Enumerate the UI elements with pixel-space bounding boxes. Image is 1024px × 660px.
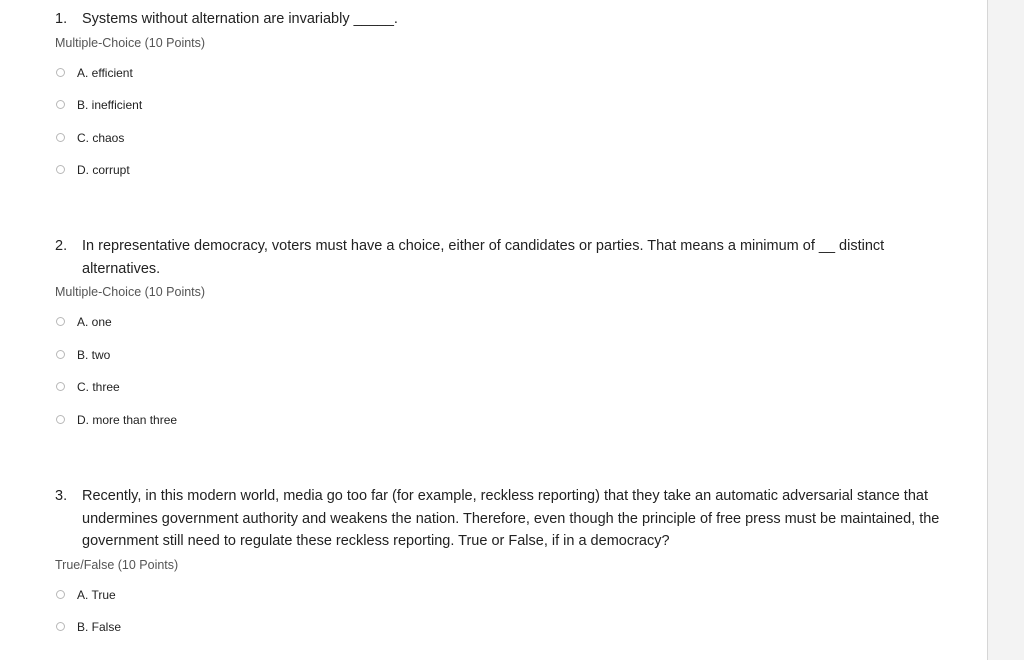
- option-label[interactable]: D. corrupt: [77, 163, 130, 177]
- question-text: Systems without alternation are invariably _____.: [82, 11, 398, 27]
- question-header: [0, 8, 988, 31]
- question-type-points: Multiple-Choice (10 Points): [55, 285, 206, 299]
- question-header: [0, 235, 988, 280]
- option-b[interactable]: [0, 99, 988, 132]
- option-label[interactable]: C. chaos: [77, 130, 125, 145]
- question-type-points: True/False (10 Points): [55, 557, 179, 572]
- radio-button[interactable]: [56, 382, 65, 391]
- option-label[interactable]: B. False: [77, 620, 122, 634]
- option-b[interactable]: [0, 349, 988, 382]
- question-number: 2.: [55, 238, 68, 254]
- question-number: 1.: [55, 11, 68, 27]
- radio-button[interactable]: [56, 165, 65, 174]
- option-label[interactable]: B. inefficient: [77, 98, 143, 112]
- answer-options: [0, 67, 988, 197]
- option-c[interactable]: [0, 132, 988, 165]
- radio-button[interactable]: [56, 622, 65, 631]
- radio-button[interactable]: [56, 317, 65, 326]
- radio-button[interactable]: [56, 590, 65, 599]
- question-1: [0, 8, 988, 197]
- option-c[interactable]: [0, 381, 988, 414]
- question-2: [0, 235, 988, 446]
- question-text: In representative democracy, voters must have a choice, either of candidates or parties. That means a minimum of __ distinct alternatives.: [82, 238, 885, 277]
- question-3: [0, 485, 988, 654]
- option-label[interactable]: C. three: [77, 380, 120, 394]
- radio-button[interactable]: [56, 68, 65, 77]
- question-header: [0, 485, 988, 553]
- option-b[interactable]: [0, 621, 988, 654]
- radio-button[interactable]: [56, 100, 65, 109]
- answer-options: [0, 316, 988, 446]
- option-d[interactable]: [0, 164, 988, 197]
- question-number: 3.: [55, 488, 68, 504]
- question-type-points: Multiple-Choice (10 Points): [55, 35, 206, 50]
- radio-button[interactable]: [56, 350, 65, 359]
- radio-button[interactable]: [56, 133, 65, 142]
- option-label[interactable]: D. more than three: [77, 412, 178, 427]
- option-a[interactable]: [0, 67, 988, 100]
- question-text: Recently, in this modern world, media go too far (for example, reckless reporting) that they take an automatic adversarial stance that undermines government authority and weakens the nation. Therefore, even though the principle of free press must be maintained, the government still need to regulate these reckless reporting. True or False, if in a democracy?: [82, 488, 940, 549]
- option-label[interactable]: A. efficient: [77, 65, 133, 80]
- option-a[interactable]: [0, 316, 988, 349]
- answer-options: [0, 589, 988, 654]
- option-label[interactable]: B. two: [77, 347, 111, 362]
- option-label[interactable]: A. one: [77, 315, 112, 329]
- radio-button[interactable]: [56, 415, 65, 424]
- option-label[interactable]: A. True: [77, 587, 116, 602]
- option-a[interactable]: [0, 589, 988, 622]
- option-d[interactable]: [0, 414, 988, 447]
